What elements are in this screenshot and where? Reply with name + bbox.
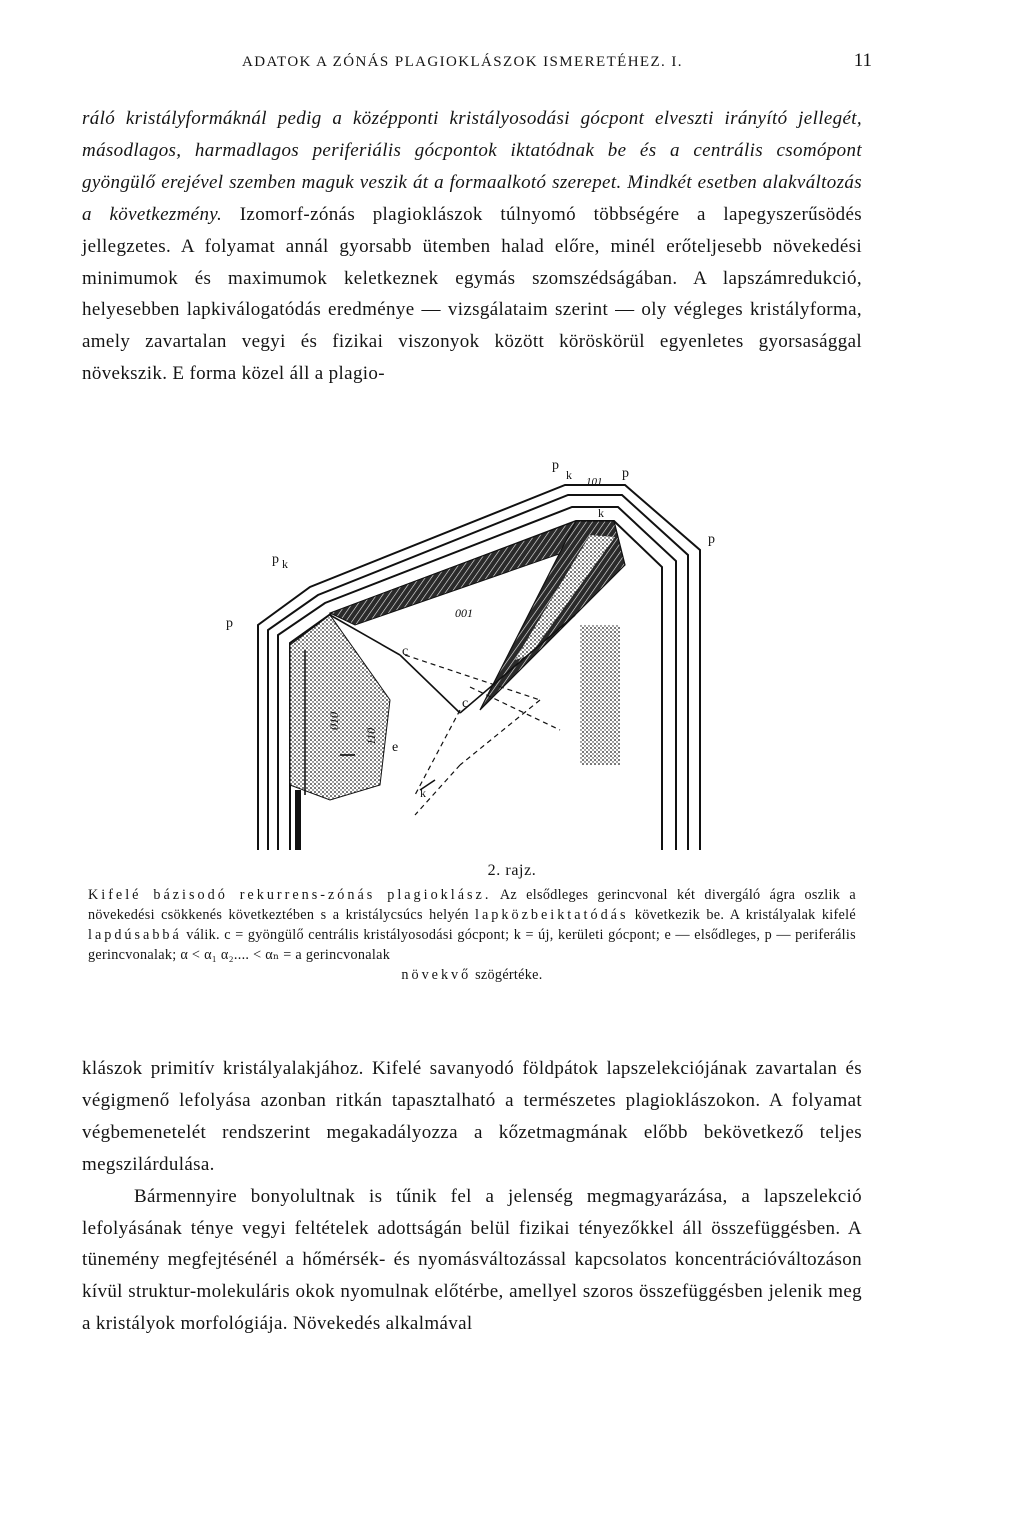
bottom-text bbox=[82, 1053, 862, 1340]
label-p-right: p bbox=[708, 532, 715, 547]
label-p-left: p bbox=[226, 616, 233, 631]
caption-spaced-title: Kifelé bázisodó rekurrens-zónás plagioklász. bbox=[88, 887, 492, 903]
label-001: 001 bbox=[455, 606, 473, 620]
label-e: e bbox=[392, 740, 399, 755]
bottom-paragraph-2: Bármennyire bonyolultnak is tűnik fel a jelenség megmagyarázása, a lapszelekció lefolyásának ténye vegyi feltételek adottságán belül fizikai tényezőkkel áll összefüggésben. A tünemény megfejtésénél a hőmérsék- és nyomásváltozással kapcsolatos koncentrációváltozáson kívül struktur-molekuláris okok nyomulnak előtérbe, amellyel szoros összefüggésben jelenik meg a kristályok morfológiája. Növekedés alkalmával bbox=[82, 1185, 862, 1335]
label-p-top-left: p bbox=[552, 458, 559, 473]
label-k-top: k bbox=[566, 468, 572, 482]
label-k-upper-left: k bbox=[282, 557, 288, 571]
label-k-inner: k bbox=[598, 506, 604, 520]
figure-caption-title: 2. rajz. bbox=[487, 862, 537, 879]
label-p-upper-left: p bbox=[272, 552, 279, 567]
caption-text-2: következik be. A kristályalak kifelé bbox=[634, 907, 856, 924]
top-paragraph bbox=[82, 103, 862, 390]
label-010: 010 bbox=[327, 712, 341, 730]
crystal-figure bbox=[226, 455, 750, 855]
roman-text: Izomorf-zónás plagioklászok túlnyomó többségére a lapegyszerűsödés jellegzetes. A folyamat annál gyorsabb ütemben halad előre, minél erőteljesebb növekedési minimumok és maximumok keletkeznek egymás szomszédságában. A lapszámredukció, helyesebben lapkiválogatódás eredménye — vizsgálataim szerint — oly végleges kristályforma, amely zavartalan vegyi és fizikai viszonyok között köröskörül egyenletes gyorsasággal növekszik. E forma közel áll a plagio- bbox=[82, 203, 862, 385]
label-c-2: c bbox=[462, 696, 469, 711]
crystal-drawing bbox=[226, 455, 750, 855]
caption-spaced-2: lapközbeiktatódás bbox=[475, 907, 629, 924]
construction-lines bbox=[405, 655, 560, 815]
label-101: 101 bbox=[586, 476, 603, 488]
figure-caption bbox=[88, 885, 856, 985]
label-110: 110 bbox=[364, 727, 378, 745]
caption-last-line bbox=[88, 965, 856, 985]
bottom-paragraph-1: klászok primitív kristályalakjához. Kifelé savanyodó földpátok lapszelekciójának zavartalan és végigmenő lefolyása azonban ritkán tapasztalható a természetes plagioklászokon. A folyamat végbemenetelét rendszerint megakadályozza a kőzetmagmának előbb bekövetkező teljes megszilárdulása. bbox=[82, 1058, 862, 1175]
label-c: c bbox=[402, 644, 409, 659]
caption-spaced-3: lapdúsabbá bbox=[88, 927, 182, 944]
right-stippled-strip bbox=[580, 625, 620, 765]
running-header-title: ADATOK A ZÓNÁS PLAGIOKLÁSZOK ISMERETÉHEZ. I. bbox=[242, 54, 683, 70]
italic-text: ráló kristályformáknál pedig a középponti kristályosodási gócpont elveszti irányító jellegét, másodlagos, harmadlagos periferiális gócpontok iktatódnak be és a centrális csomópont gyöngülő erejével szemben maguk veszik át a formaalkotó szerepet. Mindkét esetben alakváltozás a következmény. bbox=[82, 108, 862, 225]
running-header bbox=[82, 50, 872, 74]
caption-text-3: válik. c = gyöngülő centrális kristályosodási gócpont; k = új, kerületi gócpont; e — elsődleges, p — periferális gerincvonalak; α < α₁ α₂.... < αₙ = a gerincvonalak bbox=[88, 927, 856, 964]
caption-spaced-4: növekvő bbox=[401, 967, 472, 984]
caption-text-4: szögértéke. bbox=[475, 967, 543, 984]
label-k-bottom: k bbox=[420, 786, 426, 800]
caption-text-1: Az elsődleges gerincvonal két divergáló ágra oszlik a növekedési csökkenés következtében s a kristálycsúcs helyén bbox=[88, 887, 856, 924]
page-number: 11 bbox=[853, 50, 872, 71]
label-p-top-right: p bbox=[622, 466, 629, 481]
